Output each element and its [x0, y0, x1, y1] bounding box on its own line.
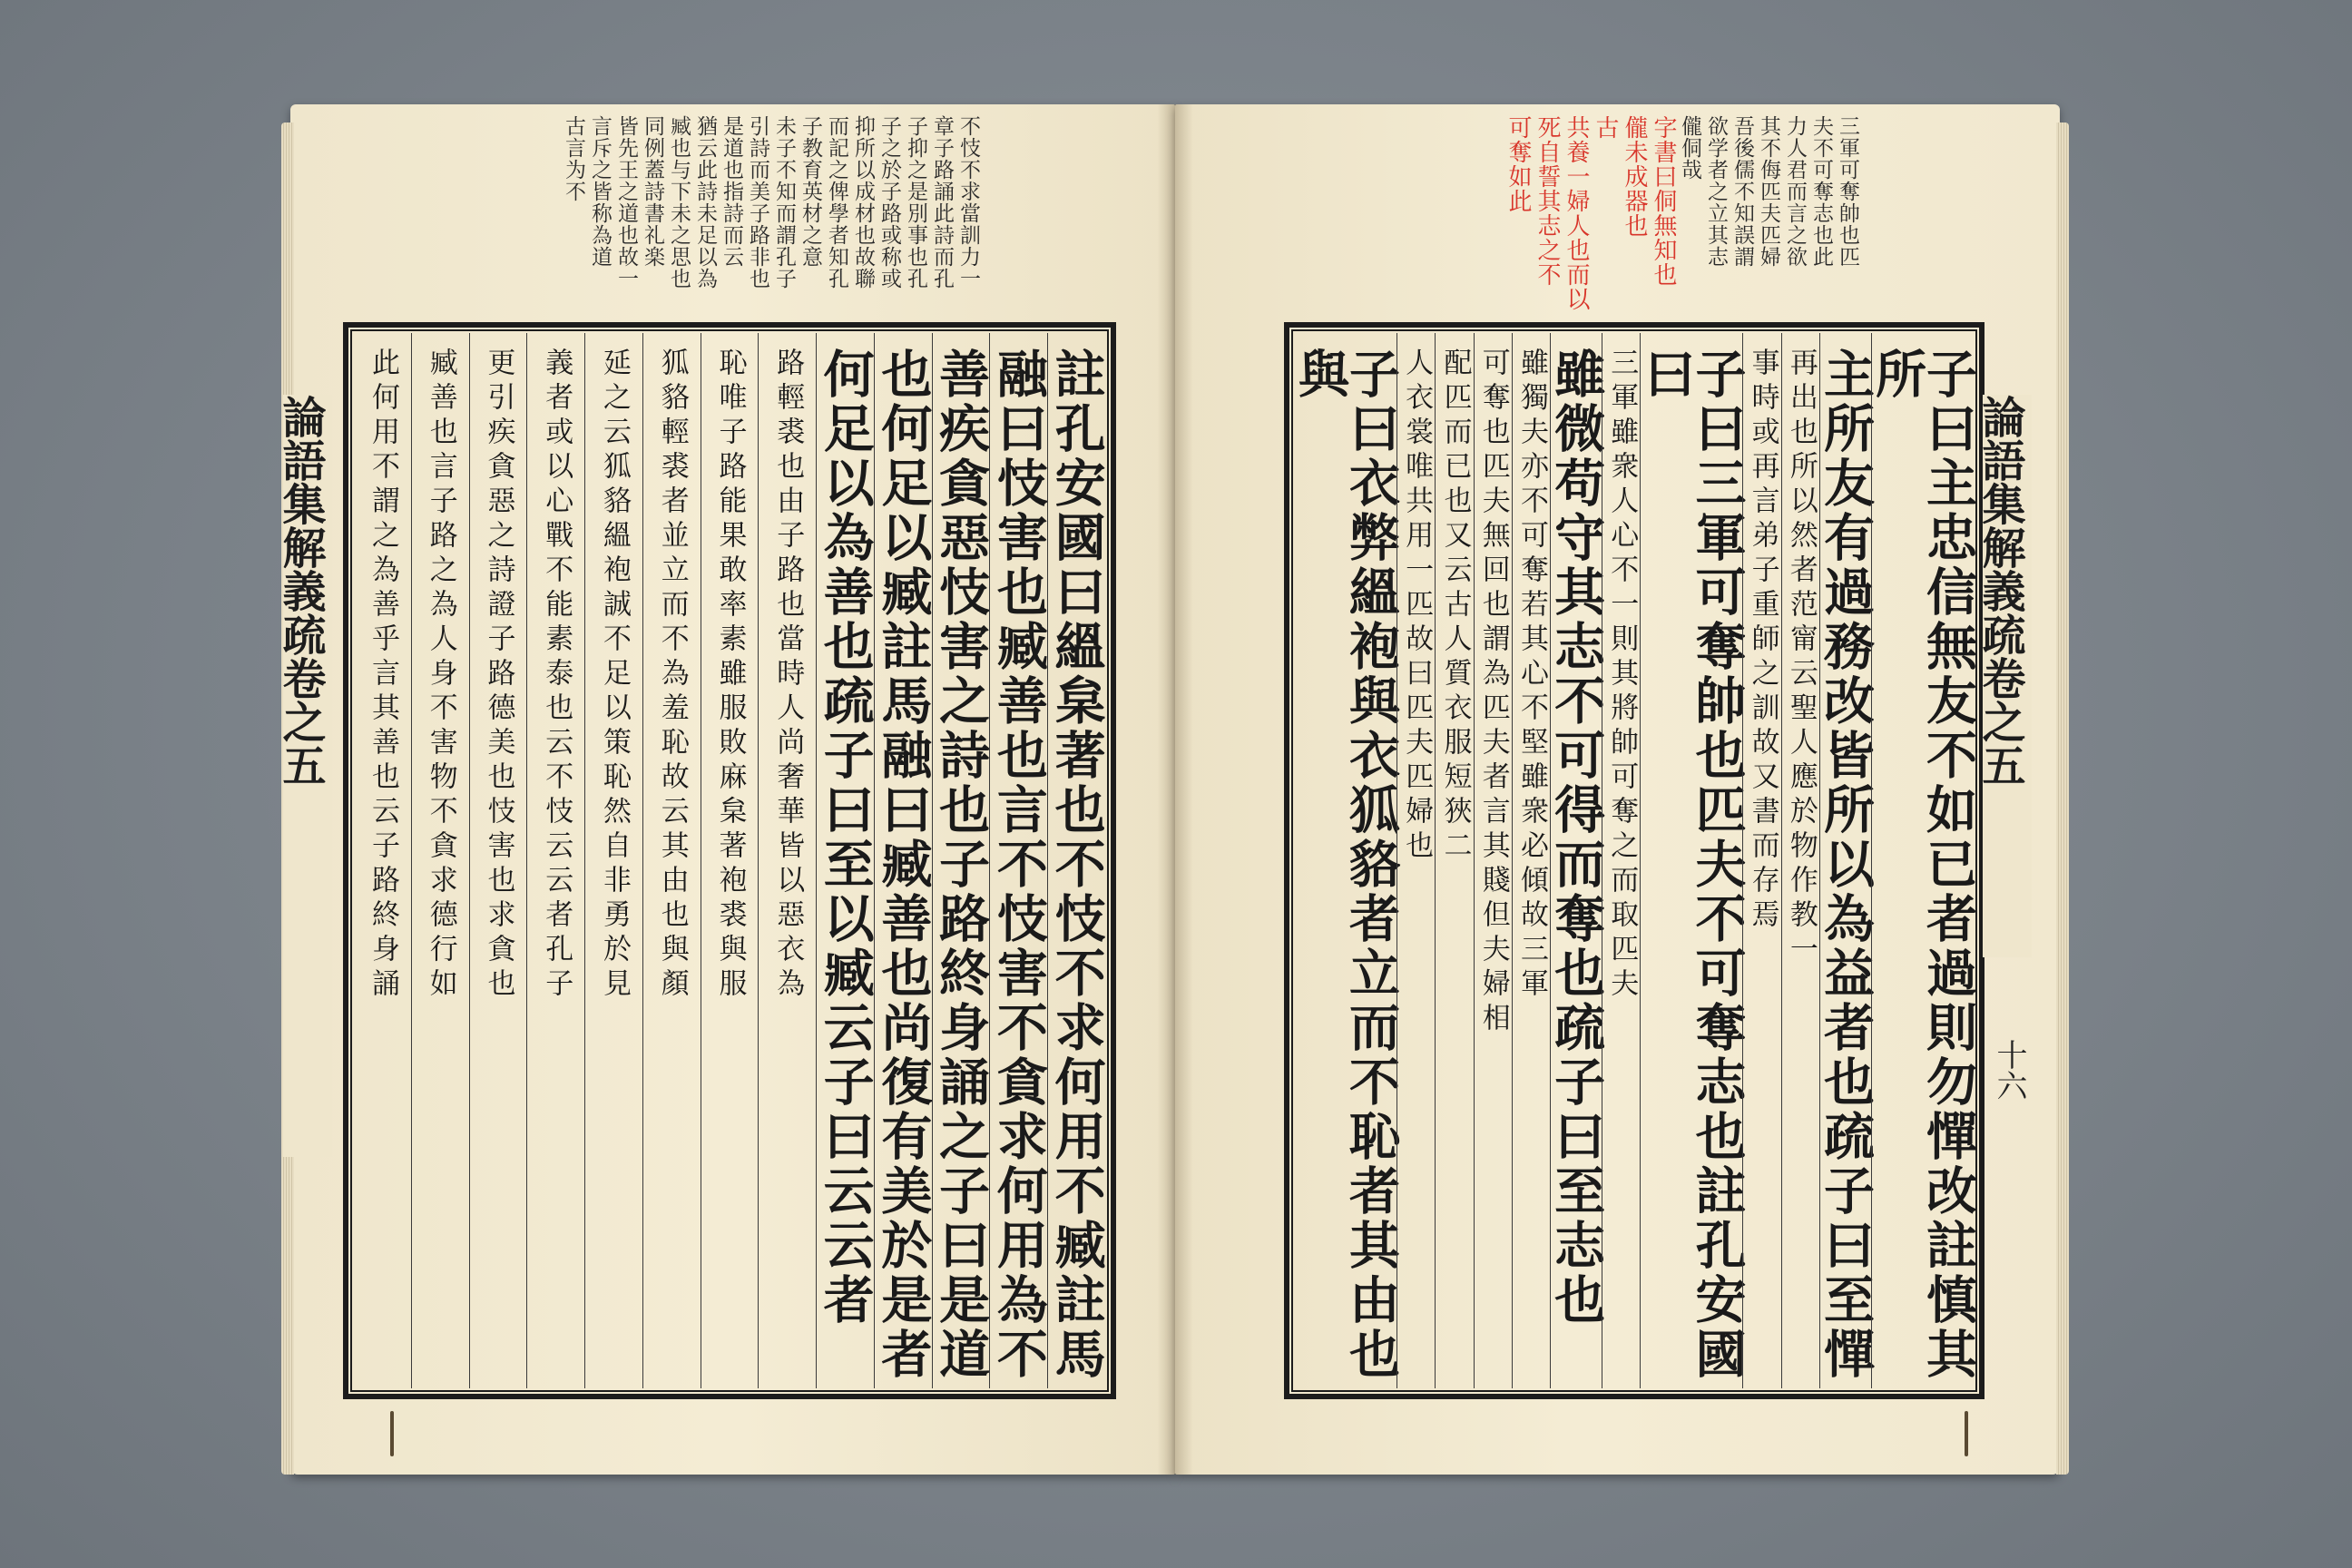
- text-column: 恥唯子路能果敢率素雖服敗麻枲著袍裘與服: [701, 333, 759, 1388]
- right-note: 其不侮匹夫匹婦: [1757, 115, 1780, 268]
- left-note: 猶云此詩未足以為: [693, 115, 717, 289]
- text-column: 子曰三軍可奪帥也匹夫不可奪志也註孔安國曰: [1640, 333, 1742, 1388]
- right-red-note: 共養一婦人也而以: [1563, 115, 1590, 311]
- text-column: 更引疾貪惡之詩證子路德美也忮害也求貪也: [469, 333, 527, 1388]
- right-top-notes-black: [1679, 115, 1857, 315]
- page-number: 十六: [1991, 1039, 2027, 1101]
- left-note: 臧也与下未之思也: [667, 115, 691, 289]
- right-note: 儱侗哉: [1678, 115, 1701, 181]
- text-column: 此何用不謂之為善乎言其善也云子路終身誦: [366, 348, 399, 1003]
- text-column: 註孔安國曰縕枲著也不忮不求何用不臧註馬: [1047, 333, 1105, 1388]
- left-note: 子之於子路或称或: [877, 115, 901, 289]
- text-column: 雖獨夫亦不可奪若其心不堅雖衆必傾故三軍: [1512, 333, 1550, 1388]
- right-red-note: 可奪如此: [1504, 115, 1532, 213]
- binding-thread-mark: [390, 1411, 394, 1456]
- right-note: 欲学者之立其志: [1704, 115, 1728, 268]
- text-column: 事時或再言弟子重師之訓故又書而存焉: [1742, 333, 1780, 1388]
- text-column: 義者或以心戰不能素泰也云不忮云云者孔子: [526, 333, 584, 1388]
- left-text-frame: [343, 322, 1116, 1399]
- right-note: 吾後儒不知誤謂: [1730, 115, 1754, 268]
- open-book: [275, 95, 2060, 1484]
- right-red-note: 字書曰侗無知也: [1650, 115, 1677, 287]
- text-column: 融曰忮害也臧善也言不忮害不貪求何用為不: [989, 333, 1047, 1388]
- text-column: 子曰主忠信無友不如已者過則勿憚改註慎其所: [1871, 333, 1974, 1388]
- left-note: 而記之俾學者知孔: [825, 115, 848, 289]
- right-text-frame: [1284, 322, 1984, 1399]
- right-red-note: 死自誓其志之不: [1534, 115, 1561, 287]
- text-column: 狐貉輕裘者並立而不為羞恥故云其由也與顏: [642, 333, 701, 1388]
- text-column: 再出也所以然者范甯云聖人應於物作教一: [1781, 333, 1819, 1388]
- left-note: 是道也指詩而云: [720, 115, 743, 268]
- right-spine-title: 論語集解義疏卷之五: [1983, 395, 2032, 957]
- page-edge-right: [2056, 122, 2069, 1475]
- right-note: 三軍可奪帥也匹: [1836, 115, 1859, 268]
- left-note: 言斥之皆称為道: [588, 115, 612, 268]
- text-column: 善疾貪惡忮害之詩也子路終身誦之子曰是道: [932, 333, 990, 1388]
- right-red-note: 古: [1592, 115, 1619, 140]
- text-column: 可奪也匹夫無回也謂為匹夫者言其賤但夫婦相: [1474, 333, 1512, 1388]
- right-red-note: 儱未成器也: [1621, 115, 1648, 238]
- binding-thread-mark: [1965, 1411, 1968, 1456]
- text-column: 子曰衣弊縕袍與衣狐貉者立而不恥者其由也與: [1290, 348, 1402, 1382]
- left-note: 子抑之是別事也孔: [904, 115, 927, 289]
- left-spine-title: 論語集解義疏卷之五: [283, 395, 332, 1157]
- right-note: 力人君而言之欲: [1783, 115, 1807, 268]
- left-note: 子教育英材之意: [799, 115, 822, 268]
- text-column: 配匹而已也又云古人質衣服短狹二: [1435, 333, 1473, 1388]
- book-gutter: [1157, 104, 1193, 1475]
- text-column: 人衣裳唯共用一匹故曰匹夫匹婦也: [1396, 333, 1435, 1388]
- left-top-notes: [563, 115, 978, 310]
- left-note: 章子路誦此詩而孔: [930, 115, 954, 289]
- left-columns: [354, 333, 1105, 1388]
- text-column: 主所友有過務改皆所以為益者也疏子曰至憚: [1819, 333, 1871, 1388]
- text-column: 也何足以臧註馬融曰臧善也尚復有美於是者: [874, 333, 932, 1388]
- left-note: 同例蓋詩書礼楽: [641, 115, 664, 268]
- left-note: 引詩而美子路非也: [746, 115, 769, 289]
- text-column: 路輕裘也由子路也當時人尚奢華皆以惡衣為: [758, 333, 816, 1388]
- right-page: [1175, 104, 2060, 1475]
- text-column: 三軍雖衆人心不一則其將帥可奪之而取匹夫: [1602, 333, 1640, 1388]
- text-column: 何足以為善也疏子曰至以臧云子曰云云者: [816, 333, 874, 1388]
- left-page: [275, 104, 1175, 1475]
- right-top-notes-red: [1506, 115, 1675, 324]
- right-columns: [1290, 333, 1978, 1388]
- left-note: 不忮不求當訓力一: [956, 115, 980, 289]
- text-column: 臧善也言子路之為人身不害物不貪求德行如: [411, 333, 469, 1388]
- right-note: 夫不可奪志也此: [1809, 115, 1833, 268]
- text-column: 延之云狐貉縕袍誠不足以策恥然自非勇於見: [584, 333, 642, 1388]
- left-note: 皆先王之道也故一: [614, 115, 638, 289]
- left-note: 未子不知而謂孔子: [772, 115, 796, 289]
- left-note: 抑所以成材也故聯: [851, 115, 875, 289]
- text-column: 雖微苟守其志不可得而奪也疏子曰至志也: [1550, 333, 1602, 1388]
- left-note: 古言为不: [562, 115, 585, 202]
